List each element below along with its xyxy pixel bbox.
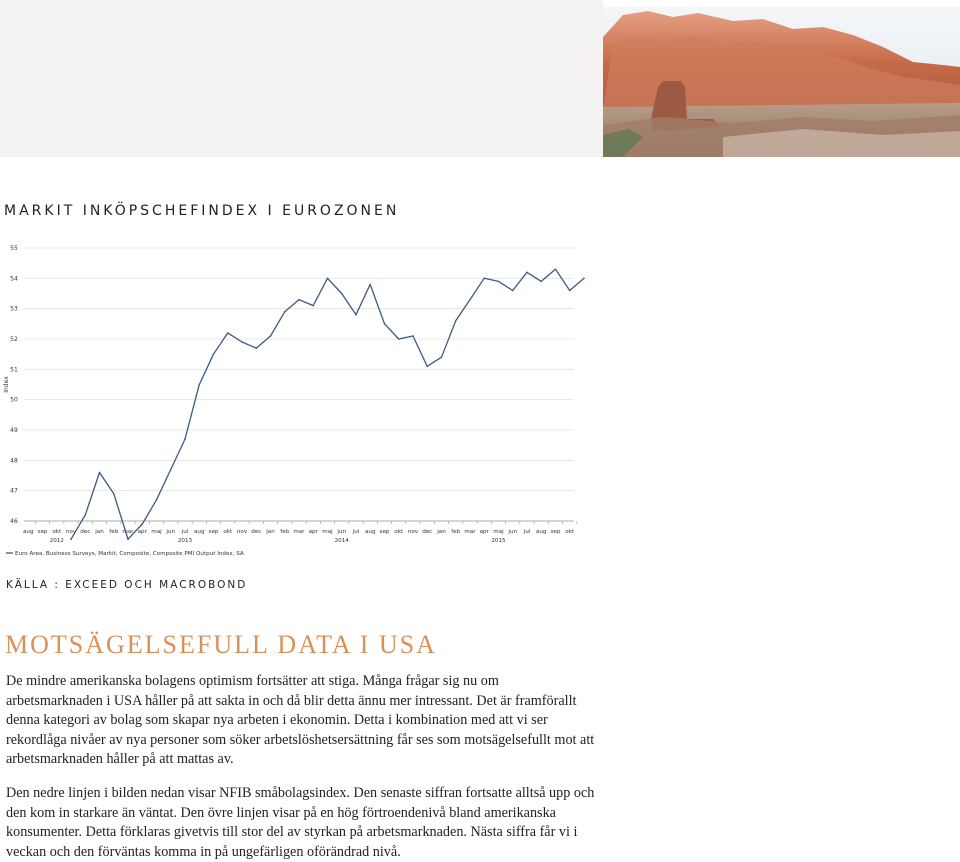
data-point (384, 323, 386, 325)
header-background (0, 0, 603, 157)
data-point (526, 271, 528, 273)
data-point (255, 347, 257, 349)
x-tick-label: jul (352, 529, 360, 535)
y-tick-label: 51 (10, 366, 18, 374)
x-axis-ticks (23, 521, 577, 544)
data-point (512, 290, 514, 292)
data-point (312, 305, 314, 307)
x-tick-label: mar (464, 529, 476, 535)
data-point (141, 523, 143, 525)
chart-source: KÄLLA : EXCEED OCH MACROBOND (6, 579, 248, 591)
data-point (355, 314, 357, 316)
data-point (70, 538, 72, 540)
x-tick-label: okt (223, 529, 233, 535)
canyon-photo-illustration (603, 7, 960, 157)
x-year-label: 2012 (49, 538, 64, 544)
data-point (469, 299, 471, 301)
x-tick-label: feb (109, 529, 119, 535)
x-tick-label: jun (337, 529, 347, 535)
data-point (99, 472, 101, 474)
x-tick-label: nov (65, 529, 77, 535)
data-point (198, 384, 200, 386)
chart-title: MARKIT INKÖPSCHEFINDEX I EUROZONEN (4, 203, 400, 219)
x-tick-label: aug (193, 529, 205, 535)
y-tick-label: 48 (10, 457, 18, 465)
section-heading: MOTSÄGELSEFULL DATA I USA (5, 630, 437, 659)
x-tick-label: jan (437, 529, 446, 535)
x-tick-label: dec (251, 529, 262, 535)
x-tick-label: feb (451, 529, 461, 535)
y-tick-label: 46 (10, 518, 18, 525)
data-point (441, 356, 443, 358)
x-tick-label: apr (308, 529, 318, 535)
x-tick-label: maj (151, 529, 162, 535)
y-tick-label: 49 (10, 427, 18, 434)
series-line (71, 269, 584, 539)
data-point (455, 320, 457, 322)
x-tick-label: jan (95, 529, 104, 535)
x-tick-label: nov (236, 529, 248, 535)
x-tick-label: jun (508, 529, 518, 535)
y-tick-label: 52 (10, 336, 18, 343)
x-tick-label: feb (280, 529, 290, 535)
x-tick-label: aug (364, 529, 376, 535)
data-point (298, 299, 300, 301)
y-tick-label: 47 (10, 487, 18, 495)
x-tick-label: jun (166, 529, 176, 535)
data-point (170, 469, 172, 471)
x-tick-label: maj (322, 529, 333, 535)
data-point (227, 332, 229, 334)
data-point (555, 268, 557, 270)
legend-label: Euro Area, Business Surveys, Markit, Composite, Composite PMI Output Index, SA (15, 551, 244, 557)
landscape-photo (603, 7, 960, 157)
data-point (284, 311, 286, 313)
x-tick-label: maj (493, 529, 504, 535)
x-year-label: 2014 (334, 538, 349, 544)
x-tick-label: nov (407, 529, 419, 535)
data-point (369, 284, 371, 286)
data-point (113, 493, 115, 495)
data-point (327, 278, 329, 280)
data-point (127, 538, 129, 540)
x-tick-label: sep (208, 529, 219, 535)
data-point (483, 278, 485, 280)
chart-legend (6, 551, 244, 557)
x-tick-label: dec (422, 529, 433, 535)
x-tick-label: apr (479, 529, 489, 535)
y-tick-label: 53 (10, 305, 18, 313)
y-tick-label: 50 (10, 396, 18, 404)
x-tick-label: mar (122, 529, 134, 535)
x-tick-label: sep (550, 529, 561, 535)
data-point (583, 278, 585, 280)
x-tick-label: mar (293, 529, 305, 535)
y-axis-ticks (10, 245, 18, 525)
paragraph-2: Den nedre linjen i bilden nedan visar NFIB småbolagsindex. Den senaste siffran fortsatte alltså upp och den kom in starkare än väntat. Den övre linjen visar på en hög förtroendenivå bland amerikanska konsumenter. Detta förklaras givetvis till stor del av styrkan på arbetsmarknaden. Nästa siffra får vi i veckan och den förväntas komma in på ungefärligen oförändrad nivå. (6, 785, 595, 860)
data-point (184, 438, 186, 440)
x-tick-label: jul (181, 529, 189, 535)
data-point (213, 353, 215, 355)
data-point (270, 335, 272, 337)
y-axis-label: Index (3, 376, 10, 393)
x-tick-label: dec (80, 529, 91, 535)
data-point (398, 338, 400, 340)
chart-gridlines (24, 248, 574, 521)
data-point (426, 366, 428, 368)
series-lines (70, 268, 585, 540)
x-tick-label: aug (23, 529, 34, 535)
x-tick-label: sep (37, 529, 48, 535)
paragraph-1: De mindre amerikanska bolagens optimism fortsätter att stiga. Många frågar sig nu om arbetsmarknaden i USA håller på att sakta in och då blir detta ännu mer intressant. Det är framförallt denna kategori av bolag som skapar nya arbeten i ekonomin. Detta i kombination med att vi ser rekordlåga nivåer av nya personer som söker arbetslöshetsersättning får ses som motsägelsefullt mot att arbetsmarknaden håller på att mattas av. (6, 673, 595, 768)
data-point (498, 281, 500, 283)
y-tick-label: 54 (10, 275, 18, 283)
data-point (341, 293, 343, 295)
pmi-line-chart (0, 236, 600, 566)
x-tick-label: okt (52, 529, 62, 535)
x-year-label: 2013 (177, 538, 193, 544)
x-tick-label: sep (379, 529, 390, 535)
data-point (540, 281, 542, 283)
x-tick-label: apr (137, 529, 147, 535)
data-point (241, 341, 243, 343)
x-tick-label: okt (565, 529, 575, 535)
x-tick-label: aug (535, 529, 547, 535)
data-point (412, 335, 414, 337)
data-point (569, 290, 571, 292)
x-year-label: 2015 (491, 538, 506, 544)
x-tick-label: jul (523, 529, 531, 535)
x-tick-label: okt (394, 529, 404, 535)
y-tick-label: 55 (10, 245, 18, 252)
data-point (84, 514, 86, 516)
x-tick-label: jan (266, 529, 275, 535)
data-point (156, 499, 158, 501)
